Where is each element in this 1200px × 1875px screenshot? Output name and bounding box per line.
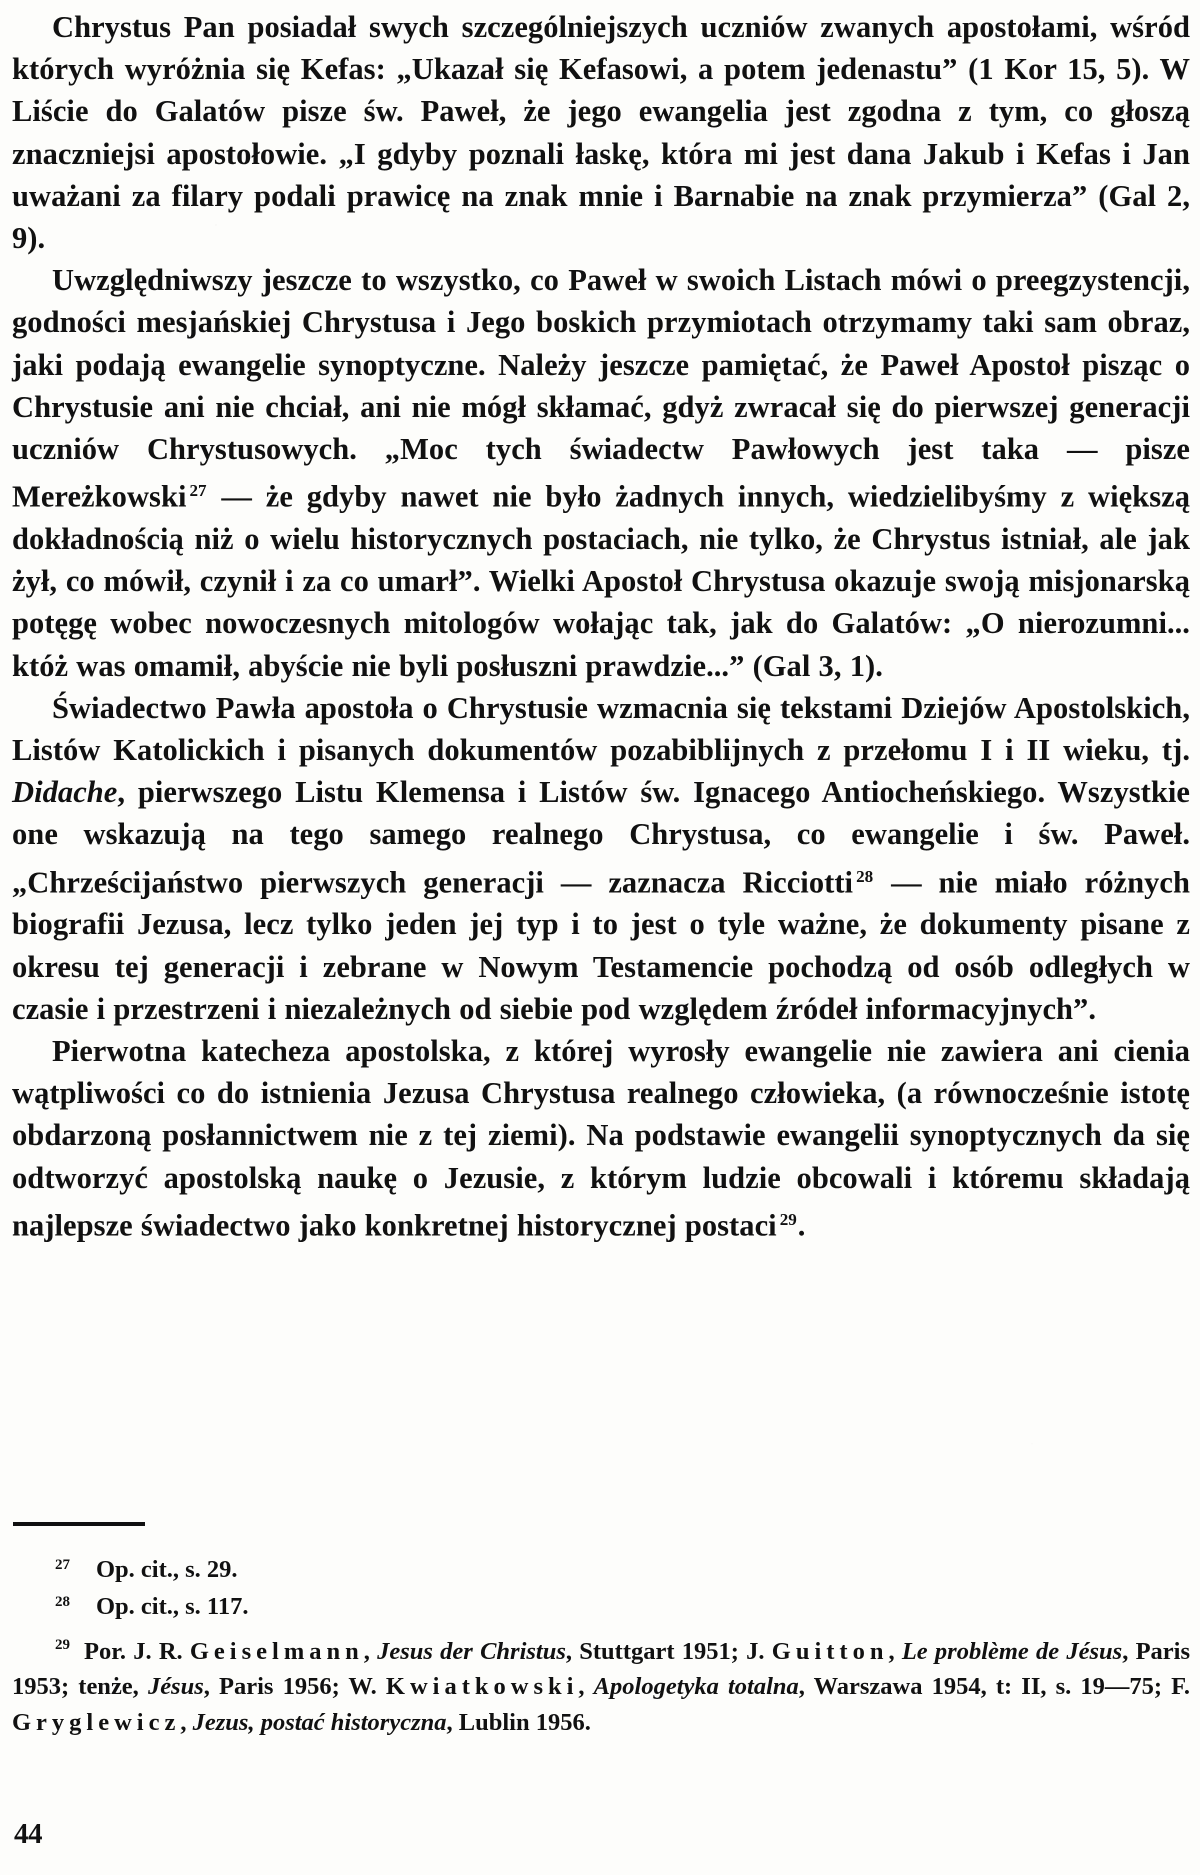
italic-title: Jezus, postać historyczna [192,1708,447,1736]
page-number: 44 [14,1818,42,1850]
author-surname: Guitton [771,1637,889,1665]
footnote-reference: 27 [189,481,207,501]
footnote-separator-rule [13,1522,145,1526]
author-surname: Geiselmann [189,1637,364,1665]
footnote-reference: 29 [779,1209,797,1229]
footnote-29 [12,1628,1190,1740]
paragraph-3: Świadectwo Pawła apostoła o Chrystusie wzmacnia się tekstami Dziejów Apostolskich, Listów Katolickich i pisanych dokumentów pozabiblijnych z przełomu I i II wieku, tj. Didache, pierwszego Listu Klemensa i Listów św. Ignacego Antiocheńskiego. Wszystkie one wskazują na tego samego realnego Chrystusa, co ewangelie i św. Paweł. „Chrześcijaństwo pierwszych generacji — zaznacza Ricciotti $^{28}$ — nie miało różnych biografii Jezusa, lecz tylko jeden jej typ i to jest o tyle ważne, że dokumenty pisane z okresu tej generacji i zebrane w Nowym Testamencie pochodzą od osób odległych w czasie i przestrzeni i niezależnych od siebie pod względem źródeł informacyjnych”. [12,690,1190,1026]
footnote-number: 29 [55,1637,70,1653]
footnote-text: Op. cit., s. 117. [96,1592,249,1620]
paragraph-4: Pierwotna katecheza apostolska, z której wyrosły ewangelie nie zawiera ani cienia wątpliwości co do istnienia Jezusa Chrystusa realnego człowieka, (a równocześnie istotę obdarzoną posłannictwem nie z tej ziemi). Na podstawie ewangelii synoptycznych da się odtworzyć apostolską naukę o Jezusie, z którym ludzie obcowali i któremu składają najlepsze świadectwo jako konkretnej historycznej postaci $^{29}$. [12,1034,1190,1243]
footnote-28 [12,1589,1190,1625]
author-surname: Kwiatkowski [385,1673,579,1701]
footnotes-section [12,1522,1190,1741]
paragraph-2: Uwzględniwszy jeszcze to wszystko, co Paweł w swoich Listach mówi o preegzystencji, godności mesjańskiej Chrystusa i Jego boskich przymiotach otrzymamy taki sam obraz, jaki podają ewangelie synoptyczne. Należy jeszcze pamiętać, że Paweł Apostoł pisząc o Chrystusie ani nie chciał, ani nie mógł skłamać, gdyż zwracał się do pierwszej generacji uczniów Chrystusowych. „Moc tych świadectw Pawłowych jest taka — pisze Mereżkowski $^{27}$ — że gdyby nawet nie było żadnych innych, wiedzielibyśmy z większą dokładnością niż o wielu historycznych postaciach, nie tylko, że Chrystus istniał, ale jak żył, co mówił, czynił i za co umarł”. Wielki Apostoł Chrystusa okazuje swoją misjonarską potęgę wobec nowoczesnych mitologów wołając tak, jak do Galatów: „O nierozumni... któż was omamił, abyście nie byli posłuszni prawdzie...” (Gal 3, 1). [12,263,1190,683]
footnote-reference: 28 [856,866,874,886]
italic-title: Apologetyka totalna [593,1673,799,1701]
body-text-column [12,6,1190,1247]
italic-title: Jésus [147,1673,204,1701]
italic-title: Jesus der Christus [377,1637,566,1665]
footnote-number: 27 [55,1557,70,1573]
italic-title: Le problème de Jésus [901,1637,1123,1665]
footnote-text: Por. J. R. Geiselmann, Jesus der Christus, Stuttgart 1951; J. Guitton, Le problème de Jésus, Paris 1953; tenże, Jésus, Paris 1956; W. Kwiatkowski, Apologetyka totalna, Warszawa 1954, t: II, s. 19—75; F. Gryglewicz, Jezus, postać historyczna, Lublin 1956. [12,1637,1191,1736]
author-surname: Gryglewicz [12,1708,181,1736]
footnote-27 [12,1552,1190,1588]
italic-title: Didache [12,775,118,810]
paragraph-1: Chrystus Pan posiadał swych szczególniejszych uczniów zwanych apostołami, wśród których wyróżnia się Kefas: „Ukazał się Kefasowi, a potem jedenastu” (1 Kor 15, 5). W Liście do Galatów pisze św. Paweł, że jego ewangelia jest zgodna z tym, co głoszą znaczniejsi apostołowie. „I gdyby poznali łaskę, która mi jest dana Jakub i Kefas i Jan uważani za filary podali prawicę na znak mnie i Barnabie na znak przymierza” (Gal 2, 9). [12,10,1190,256]
footnote-number: 28 [55,1593,70,1610]
footnote-text: Op. cit., s. 29. [96,1556,238,1583]
